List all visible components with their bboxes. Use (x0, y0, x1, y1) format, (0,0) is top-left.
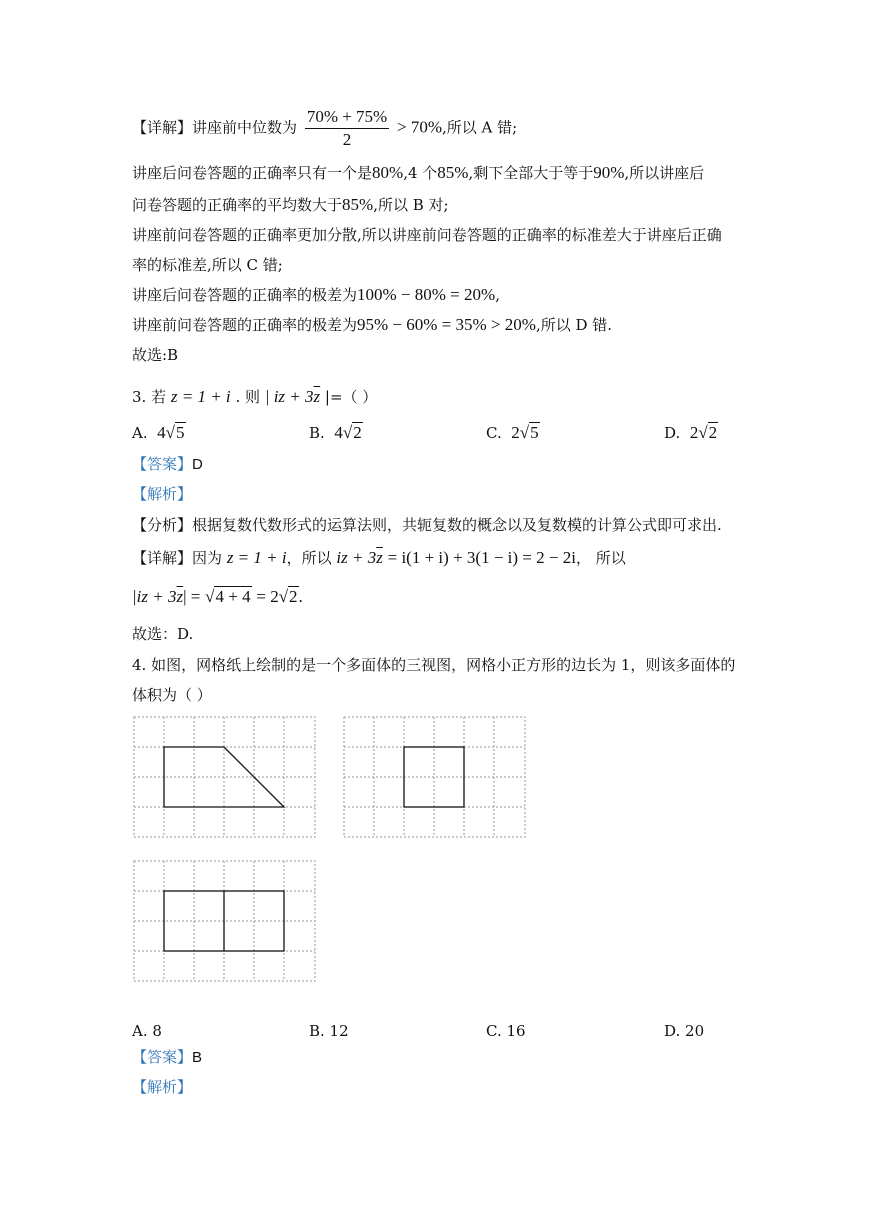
q3-option-d[interactable]: D. 2√2 (664, 423, 718, 442)
q2-detail-line-3: 问卷答题的正确率的平均数大于85%,所以 B 对; (132, 195, 449, 214)
q3-option-c[interactable]: C. 2√5 (486, 423, 539, 442)
q3-choice: 故选：D. (132, 625, 194, 643)
q4-option-a[interactable]: A. 8 (132, 1022, 162, 1040)
q3-answer: 【答案】D (132, 455, 203, 473)
q3-detail: 【详解】因为 z = 1 + i，所以 iz + $3\overline{z} = i(1 + i) + 3(1 - i) = 2 - 2i$， 所以 (132, 548, 626, 567)
q4-stem-line-1: 4. 如图，网格纸上绘制的是一个多面体的三视图，网格小正方形的边长为 1，则该多面体的 (132, 656, 736, 674)
q4-answer: 【答案】B (132, 1048, 203, 1066)
sqrt-icon: √5 (519, 423, 539, 442)
q4-stem-line-2: 体积为（ ） (132, 686, 212, 704)
q2-detail-line-6: 讲座后问卷答题的正确率的极差为100% − 80% = 20%, (132, 285, 500, 304)
sqrt-icon: √4 + 4 (205, 587, 251, 606)
q3-stem: 3. 若 z = 1 + i . 则 | iz + $3\overline{z}$ |=（ ） (132, 387, 378, 406)
q4-analysis-label: 【解析】 (132, 1078, 193, 1096)
sqrt-icon: √2 (278, 587, 298, 606)
q3-modulus: $|iz + 3\overline{z}| = √4 + 4 = 2√2$. (132, 587, 303, 606)
q2-detail-line-4: 讲座前问卷答题的正确率更加分散,所以讲座前问卷答题的正确率的标准差大于讲座后正确 (132, 226, 722, 244)
q4-option-d[interactable]: D. 20 (664, 1022, 705, 1040)
sqrt-icon: √2 (342, 423, 362, 442)
q3-option-b[interactable]: B. 4√2 (309, 423, 362, 442)
q2-choice: 故选:B (132, 346, 179, 364)
sqrt-icon: √2 (698, 423, 718, 442)
q3-option-a[interactable]: A. 4√5 (132, 423, 185, 442)
q2-detail-line-7: 讲座前问卷答题的正确率的极差为95% − 60% = 35% > 20%,所以 D 错. (132, 315, 613, 334)
q4-option-c[interactable]: C. 16 (486, 1022, 526, 1040)
sqrt-icon: √5 (165, 423, 185, 442)
q3-analysis-label: 【解析】 (132, 485, 193, 503)
detail-label: 【详解】 (132, 118, 193, 137)
q2-detail-line-5: 率的标准差,所以 C 错; (132, 256, 283, 274)
fraction: $\frac{70\% + 75\%}{2}$ (306, 107, 388, 149)
front-view-grid (133, 716, 317, 838)
q2-detail-line-1: 【详解】讲座前中位数为 $\frac{70\% + 75\%}{2}$ > 70%,所以 A 错; (132, 107, 518, 149)
side-view-grid (343, 716, 527, 838)
q3-fenxi: 【分析】根据复数代数形式的运算法则，共轭复数的概念以及复数模的计算公式即可求出. (132, 516, 722, 534)
q4-option-b[interactable]: B. 12 (309, 1022, 349, 1040)
top-view-grid (133, 860, 317, 982)
q2-detail-line-2: 讲座后问卷答题的正确率只有一个是80%,4 个85%,剩下全部大于等于90%,所以讲座后 (132, 163, 705, 182)
